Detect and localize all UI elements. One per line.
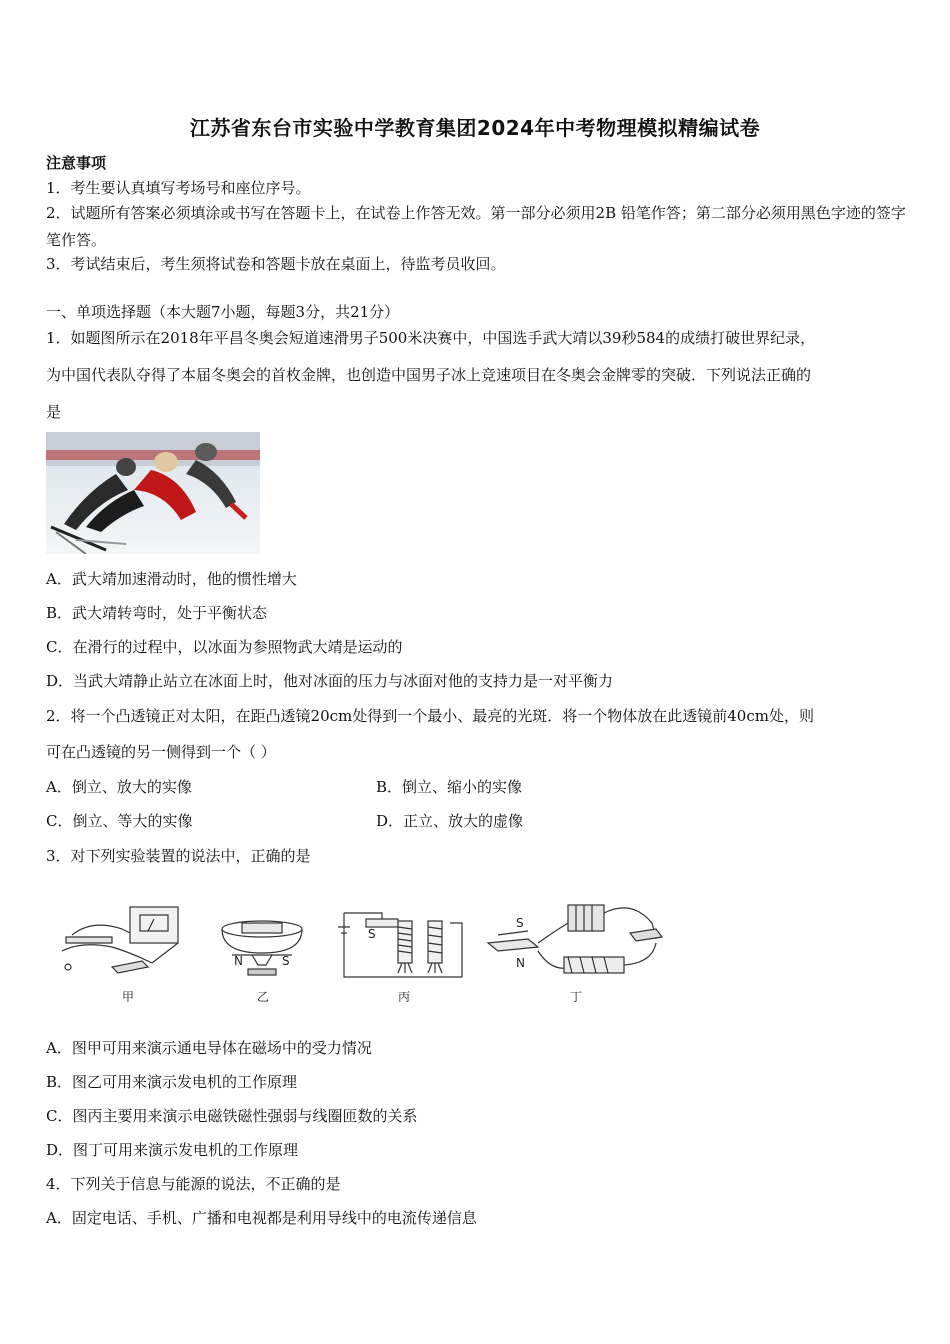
q1-option-c: C．在滑行的过程中，以冰面为参照物武大靖是运动的: [46, 638, 403, 656]
q2-option-d: D．正立、放大的虚像: [376, 812, 524, 830]
apparatus-bing: [338, 913, 462, 977]
apparatus-ding: [488, 905, 662, 973]
speed-skating-photo: [46, 432, 260, 554]
q2-option-a: A．倒立、放大的实像: [46, 778, 192, 796]
q1-stem-line-3: 是: [46, 403, 62, 421]
q2-stem-line-1: 2．将一个凸透镜正对太阳，在距凸透镜20cm处得到一个最小、最亮的光斑．将一个物体放在此透镜前40cm处，则: [46, 707, 814, 725]
q2-option-b: B．倒立、缩小的实像: [376, 778, 523, 796]
q1-stem-line-2: 为中国代表队夺得了本届冬奥会的首枚金牌，也创造中国男子冰上竞速项目在冬奥会金牌零的突破．下列说法正确的: [46, 366, 812, 384]
q3-stem: 3．对下列实验装置的说法中，正确的是: [46, 847, 311, 865]
q3-option-c: C．图丙主要用来演示电磁铁磁性强弱与线圈匝数的关系: [46, 1107, 418, 1125]
yi-mark-s: S: [282, 954, 290, 968]
q1-option-b: B．武大靖转弯时，处于平衡状态: [46, 604, 268, 622]
caption-jia: 甲: [122, 990, 135, 1004]
notice-item-1: 1．考生要认真填写考场号和座位序号。: [46, 179, 311, 197]
notice-item-2: 2．试题所有答案必须填涂或书写在答题卡上，在试卷上作答无效。第一部分必须用2B 铅笔作答；第二部分必须用黑色字迹的签字笔作答。: [46, 204, 906, 249]
q3-option-a: A．图甲可用来演示通电导体在磁场中的受力情况: [46, 1039, 372, 1057]
bing-mark-s: S: [368, 927, 376, 941]
ding-mark-n: N: [516, 956, 525, 970]
q4-option-a: A．固定电话、手机、广播和电视都是利用导线中的电流传递信息: [46, 1209, 477, 1227]
caption-ding: 丁: [570, 990, 583, 1004]
yi-mark-n: N: [234, 954, 243, 968]
notice-heading: 注意事项: [46, 154, 107, 172]
apparatus-jia: [62, 907, 178, 973]
q2-stem-line-2: 可在凸透镜的另一侧得到一个（ ）: [46, 743, 276, 761]
caption-bing: 丙: [398, 990, 411, 1004]
caption-yi: 乙: [257, 990, 270, 1004]
exam-title: 江苏省东台市实验中学教育集团2024年中考物理模拟精编试卷: [189, 116, 761, 140]
q3-option-b: B．图乙可用来演示发电机的工作原理: [46, 1073, 298, 1091]
q2-option-c: C．倒立、等大的实像: [46, 812, 193, 830]
q1-stem-line-1: 1．如题图所示在2018年平昌冬奥会短道速滑男子500米决赛中，中国选手武大靖以39秒584的成绩打破世界纪录，: [46, 329, 816, 347]
experiment-apparatus-figure: [52, 893, 672, 1013]
notice-item-3: 3．考试结束后，考生须将试卷和答题卡放在桌面上，待监考员收回。: [46, 255, 506, 273]
q1-option-d: D．当武大靖静止站立在冰面上时，他对冰面的压力与冰面对他的支持力是一对平衡力: [46, 672, 614, 690]
section-heading: 一、单项选择题（本大题7小题，每题3分，共21分）: [46, 303, 400, 321]
q3-option-d: D．图丁可用来演示发电机的工作原理: [46, 1141, 299, 1159]
ding-mark-s: S: [516, 916, 524, 930]
q1-option-a: A．武大靖加速滑动时，他的惯性增大: [46, 570, 297, 588]
q4-stem: 4．下列关于信息与能源的说法，不正确的是: [46, 1175, 341, 1193]
